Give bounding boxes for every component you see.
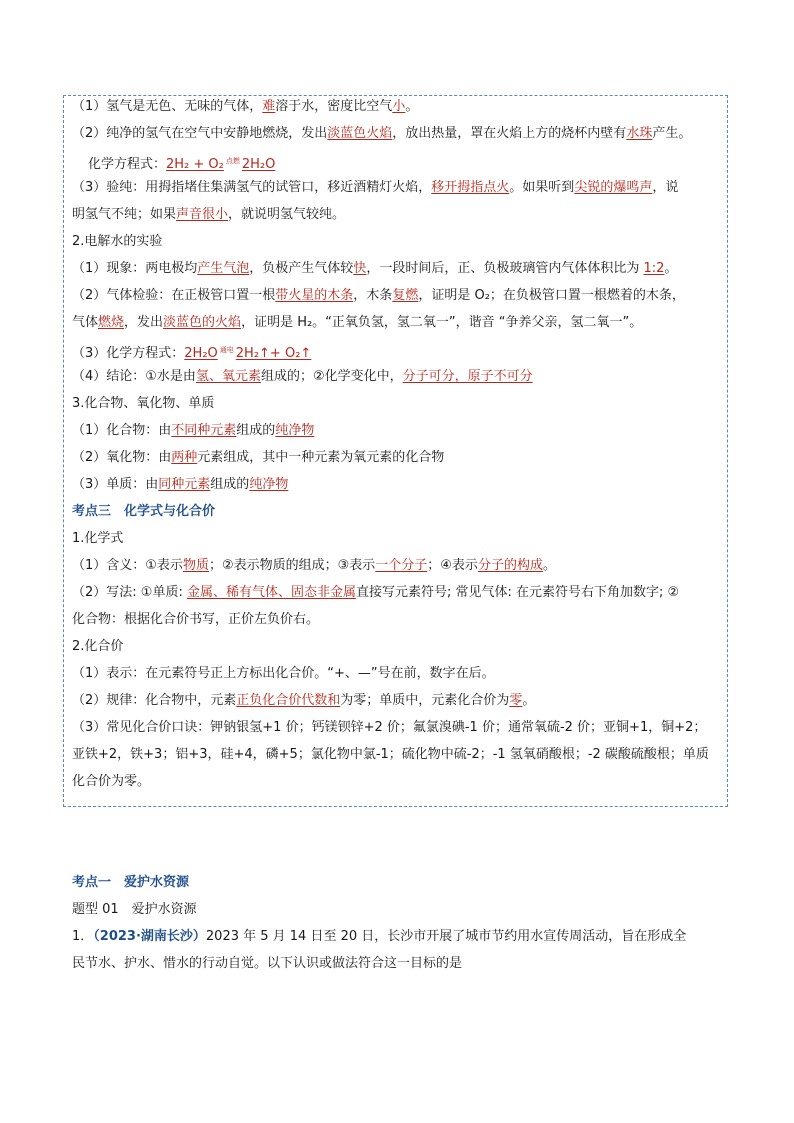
text-line: （3）单质：由同种元素组成的纯净物 bbox=[72, 477, 289, 492]
text-line: （2）规律：化合物中，元素正负化合价代数和为零；单质中，元素化合价为零。 bbox=[72, 693, 536, 708]
text-line: （2）气体检验：在正极管口置一根带火星的木条，木条复燃，证明是 O₂；在负极管口置一根燃着的木条， bbox=[72, 288, 685, 303]
section-heading: 考点三 化学式与化合价 bbox=[72, 504, 216, 519]
section-heading: 考点一 爱护水资源 bbox=[72, 875, 190, 890]
text-line: （1）现象：两电极均产生气泡，负极产生气体较快，一段时间后，正、负极玻璃管内气体体积比为 1:2。 bbox=[72, 261, 678, 276]
subheading: 2.电解水的实验 bbox=[72, 234, 163, 249]
text-line: （2）氧化物：由两种元素组成，其中一种元素为氧元素的化合物 bbox=[72, 450, 445, 465]
text-line: 明氢气不纯；如果声音很小，就说明氢气较纯。 bbox=[72, 207, 346, 222]
text-line: （3）验纯：用拇指堵住集满氢气的试管口，移近酒精灯火焰，移开拇指点火。如果听到尖锐的爆鸣声，说 bbox=[72, 180, 679, 195]
equation-line: （3）化学方程式：2H₂O $^{通电}$ 2H₂↑+ O₂↑ bbox=[72, 346, 312, 361]
text-line: （1）氢气是无色、无味的气体，难溶于水，密度比空气小。 bbox=[72, 99, 419, 114]
text-line: 气体燃烧，发出淡蓝色的火焰，证明是 H₂。“正氧负氢，氢二氧一”，谐音 “争养父亲，氢二氧一”。 bbox=[72, 315, 643, 330]
text-line: （1）表示：在元素符号正上方标出化合价。“+、—”号在前，数字在后。 bbox=[72, 666, 495, 681]
text-line: 化合价为零。 bbox=[72, 774, 151, 789]
text-line: （1）含义：①表示物质；②表示物质的组成；③表示一个分子；④表示分子的构成。 bbox=[72, 558, 556, 573]
text-line: （2）写法: ①单质: 金属、稀有气体、固态非金属直接写元素符号; 常见气体: 在元素符号右下角加数字; ② bbox=[72, 585, 680, 600]
question-type: 题型 01 爱护水资源 bbox=[72, 902, 197, 917]
question-text: 1．（2023·湖南长沙）2023 年 5 月 14 日至 20 日，长沙市开展了城市节约用水宣传周活动，旨在形成全 bbox=[72, 929, 687, 944]
text-line: 化合物：根据化合价书写，正价左负价右。 bbox=[72, 612, 320, 627]
text-line: （3）常见化合价口诀：钾钠银氢+1 价；钙镁钡锌+2 价；氟氯溴碘-1 价；通常氧硫-2 价；亚铜+1，铜+2； bbox=[72, 720, 707, 735]
text-line: （4）结论：①水是由氢、氧元素组成的；②化学变化中，分子可分，原子不可分 bbox=[72, 369, 533, 384]
subheading: 1.化学式 bbox=[72, 531, 124, 546]
subheading: 3.化合物、氧化物、单质 bbox=[72, 396, 215, 411]
equation-line: 化学方程式：2H₂ + O₂ $^{点燃}$ 2H₂O bbox=[88, 157, 276, 172]
question-text: 民节水、护水、惜水的行动自觉。以下认识或做法符合这一目标的是 bbox=[72, 956, 463, 971]
text-line: （2）纯净的氢气在空气中安静地燃烧，发出淡蓝色火焰，放出热量，罩在火焰上方的烧杯内壁有水珠产生。 bbox=[72, 126, 692, 141]
text-line: 亚铁+2，铁+3；铝+3，硅+4，磷+5；氯化物中氯-1；硫化物中硫-2；-1 氢氧硝酸根；-2 碳酸硫酸根；单质 bbox=[72, 747, 709, 762]
subheading: 2.化合价 bbox=[72, 639, 124, 654]
text-line: （1）化合物：由不同种元素组成的纯净物 bbox=[72, 423, 315, 438]
